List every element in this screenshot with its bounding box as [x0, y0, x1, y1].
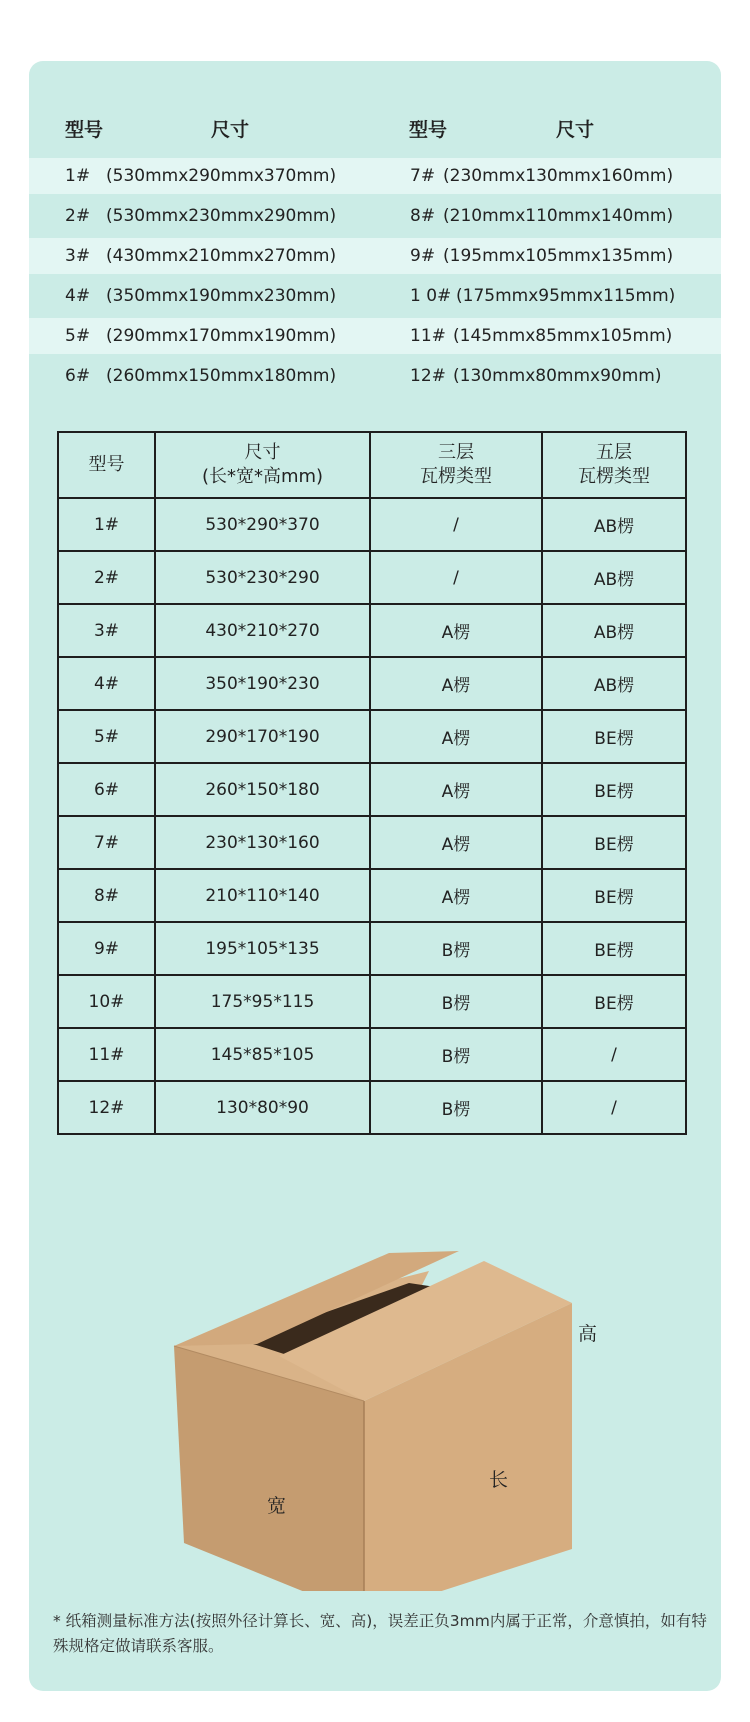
cell-model: 3#	[58, 604, 155, 657]
spec-table	[57, 431, 687, 1135]
cell-model: 10#	[58, 975, 155, 1028]
list-size: (130mmx80mmx90mm)	[453, 366, 662, 386]
list-model: 12#	[410, 366, 446, 386]
cell-five-layer: BE楞	[542, 816, 686, 869]
header-size: 尺寸 (长*宽*高mm)	[155, 432, 370, 498]
cell-five-layer: BE楞	[542, 763, 686, 816]
cell-five-layer: BE楞	[542, 710, 686, 763]
label-height: 高	[578, 1323, 598, 1345]
list-size: (530mmx290mmx370mm)	[106, 166, 337, 186]
list-row	[29, 358, 721, 394]
list-model: 7#	[410, 166, 436, 186]
list-size: (430mmx210mmx270mm)	[106, 246, 337, 266]
cell-five-layer: BE楞	[542, 869, 686, 922]
cell-three-layer: B楞	[370, 922, 542, 975]
cell-size: 430*210*270	[155, 604, 370, 657]
cell-model: 12#	[58, 1081, 155, 1134]
cell-three-layer: A楞	[370, 657, 542, 710]
cell-five-layer: BE楞	[542, 922, 686, 975]
list-model: 8#	[410, 206, 436, 226]
cell-model: 5#	[58, 710, 155, 763]
measurement-note: * 纸箱测量标准方法(按照外径计算长、宽、高)，误差正负3mm内属于正常，介意慎拍，如有特殊规格定做请联系客服。	[53, 1612, 707, 1655]
cell-model: 1#	[58, 498, 155, 551]
cell-size: 230*130*160	[155, 816, 370, 869]
table-row	[58, 498, 686, 551]
label-length: 长	[489, 1469, 509, 1491]
table-row	[58, 604, 686, 657]
list-header-size-right: 尺寸	[556, 119, 595, 141]
table-row	[58, 763, 686, 816]
list-model: 6#	[65, 366, 91, 386]
cell-size: 260*150*180	[155, 763, 370, 816]
table-row	[58, 551, 686, 604]
list-header-size-left: 尺寸	[211, 119, 250, 141]
cell-five-layer: AB楞	[542, 498, 686, 551]
list-row	[29, 158, 721, 194]
cell-size: 130*80*90	[155, 1081, 370, 1134]
header-three-layer: 三层 瓦楞类型	[370, 432, 542, 498]
cell-five-layer: BE楞	[542, 975, 686, 1028]
cell-five-layer: AB楞	[542, 604, 686, 657]
cell-model: 2#	[58, 551, 155, 604]
list-model: 1 0#	[410, 286, 452, 306]
cell-model: 7#	[58, 816, 155, 869]
cell-three-layer: A楞	[370, 710, 542, 763]
cell-size: 210*110*140	[155, 869, 370, 922]
cell-size: 530*230*290	[155, 551, 370, 604]
table-header-row	[58, 432, 686, 498]
cell-five-layer: AB楞	[542, 657, 686, 710]
cell-size: 195*105*135	[155, 922, 370, 975]
cell-size: 290*170*190	[155, 710, 370, 763]
cell-model: 8#	[58, 869, 155, 922]
cell-size: 530*290*370	[155, 498, 370, 551]
cell-three-layer: B楞	[370, 1081, 542, 1134]
list-model: 1#	[65, 166, 91, 186]
cell-model: 6#	[58, 763, 155, 816]
label-width: 宽	[267, 1495, 287, 1517]
cell-model: 11#	[58, 1028, 155, 1081]
list-model: 3#	[65, 246, 91, 266]
list-header-model-left: 型号	[65, 119, 104, 141]
list-row	[29, 278, 721, 314]
list-header	[29, 115, 721, 145]
cell-three-layer: A楞	[370, 869, 542, 922]
list-size: (145mmx85mmx105mm)	[453, 326, 673, 346]
header-five-layer: 五层 瓦楞类型	[542, 432, 686, 498]
table-row	[58, 816, 686, 869]
cell-model: 4#	[58, 657, 155, 710]
cell-three-layer: B楞	[370, 975, 542, 1028]
table-row	[58, 657, 686, 710]
cell-three-layer: /	[370, 551, 542, 604]
list-size: (195mmx105mmx135mm)	[443, 246, 674, 266]
table-row	[58, 1081, 686, 1134]
table-row	[58, 1028, 686, 1081]
cell-size: 175*95*115	[155, 975, 370, 1028]
list-row	[29, 198, 721, 234]
list-size: (175mmx95mmx115mm)	[456, 286, 676, 306]
list-model: 4#	[65, 286, 91, 306]
list-model: 11#	[410, 326, 446, 346]
cell-three-layer: A楞	[370, 604, 542, 657]
cell-five-layer: /	[542, 1028, 686, 1081]
list-model: 9#	[410, 246, 436, 266]
table-row	[58, 710, 686, 763]
list-size: (210mmx110mmx140mm)	[443, 206, 674, 226]
list-size: (350mmx190mmx230mm)	[106, 286, 337, 306]
cell-size: 145*85*105	[155, 1028, 370, 1081]
cell-three-layer: /	[370, 498, 542, 551]
list-model: 5#	[65, 326, 91, 346]
list-size: (290mmx170mmx190mm)	[106, 326, 337, 346]
list-size: (530mmx230mmx290mm)	[106, 206, 337, 226]
spec-panel	[29, 61, 721, 1691]
list-header-model-right: 型号	[409, 119, 448, 141]
list-row	[29, 238, 721, 274]
list-model: 2#	[65, 206, 91, 226]
cell-three-layer: A楞	[370, 763, 542, 816]
header-model: 型号	[58, 432, 155, 498]
table-row	[58, 975, 686, 1028]
table-row	[58, 922, 686, 975]
cell-three-layer: A楞	[370, 816, 542, 869]
list-row	[29, 318, 721, 354]
cell-five-layer: AB楞	[542, 551, 686, 604]
cell-five-layer: /	[542, 1081, 686, 1134]
table-row	[58, 869, 686, 922]
cell-size: 350*190*230	[155, 657, 370, 710]
cell-three-layer: B楞	[370, 1028, 542, 1081]
cell-model: 9#	[58, 922, 155, 975]
cardboard-box-illustration	[29, 1171, 721, 1591]
list-size: (230mmx130mmx160mm)	[443, 166, 674, 186]
list-size: (260mmx150mmx180mm)	[106, 366, 337, 386]
